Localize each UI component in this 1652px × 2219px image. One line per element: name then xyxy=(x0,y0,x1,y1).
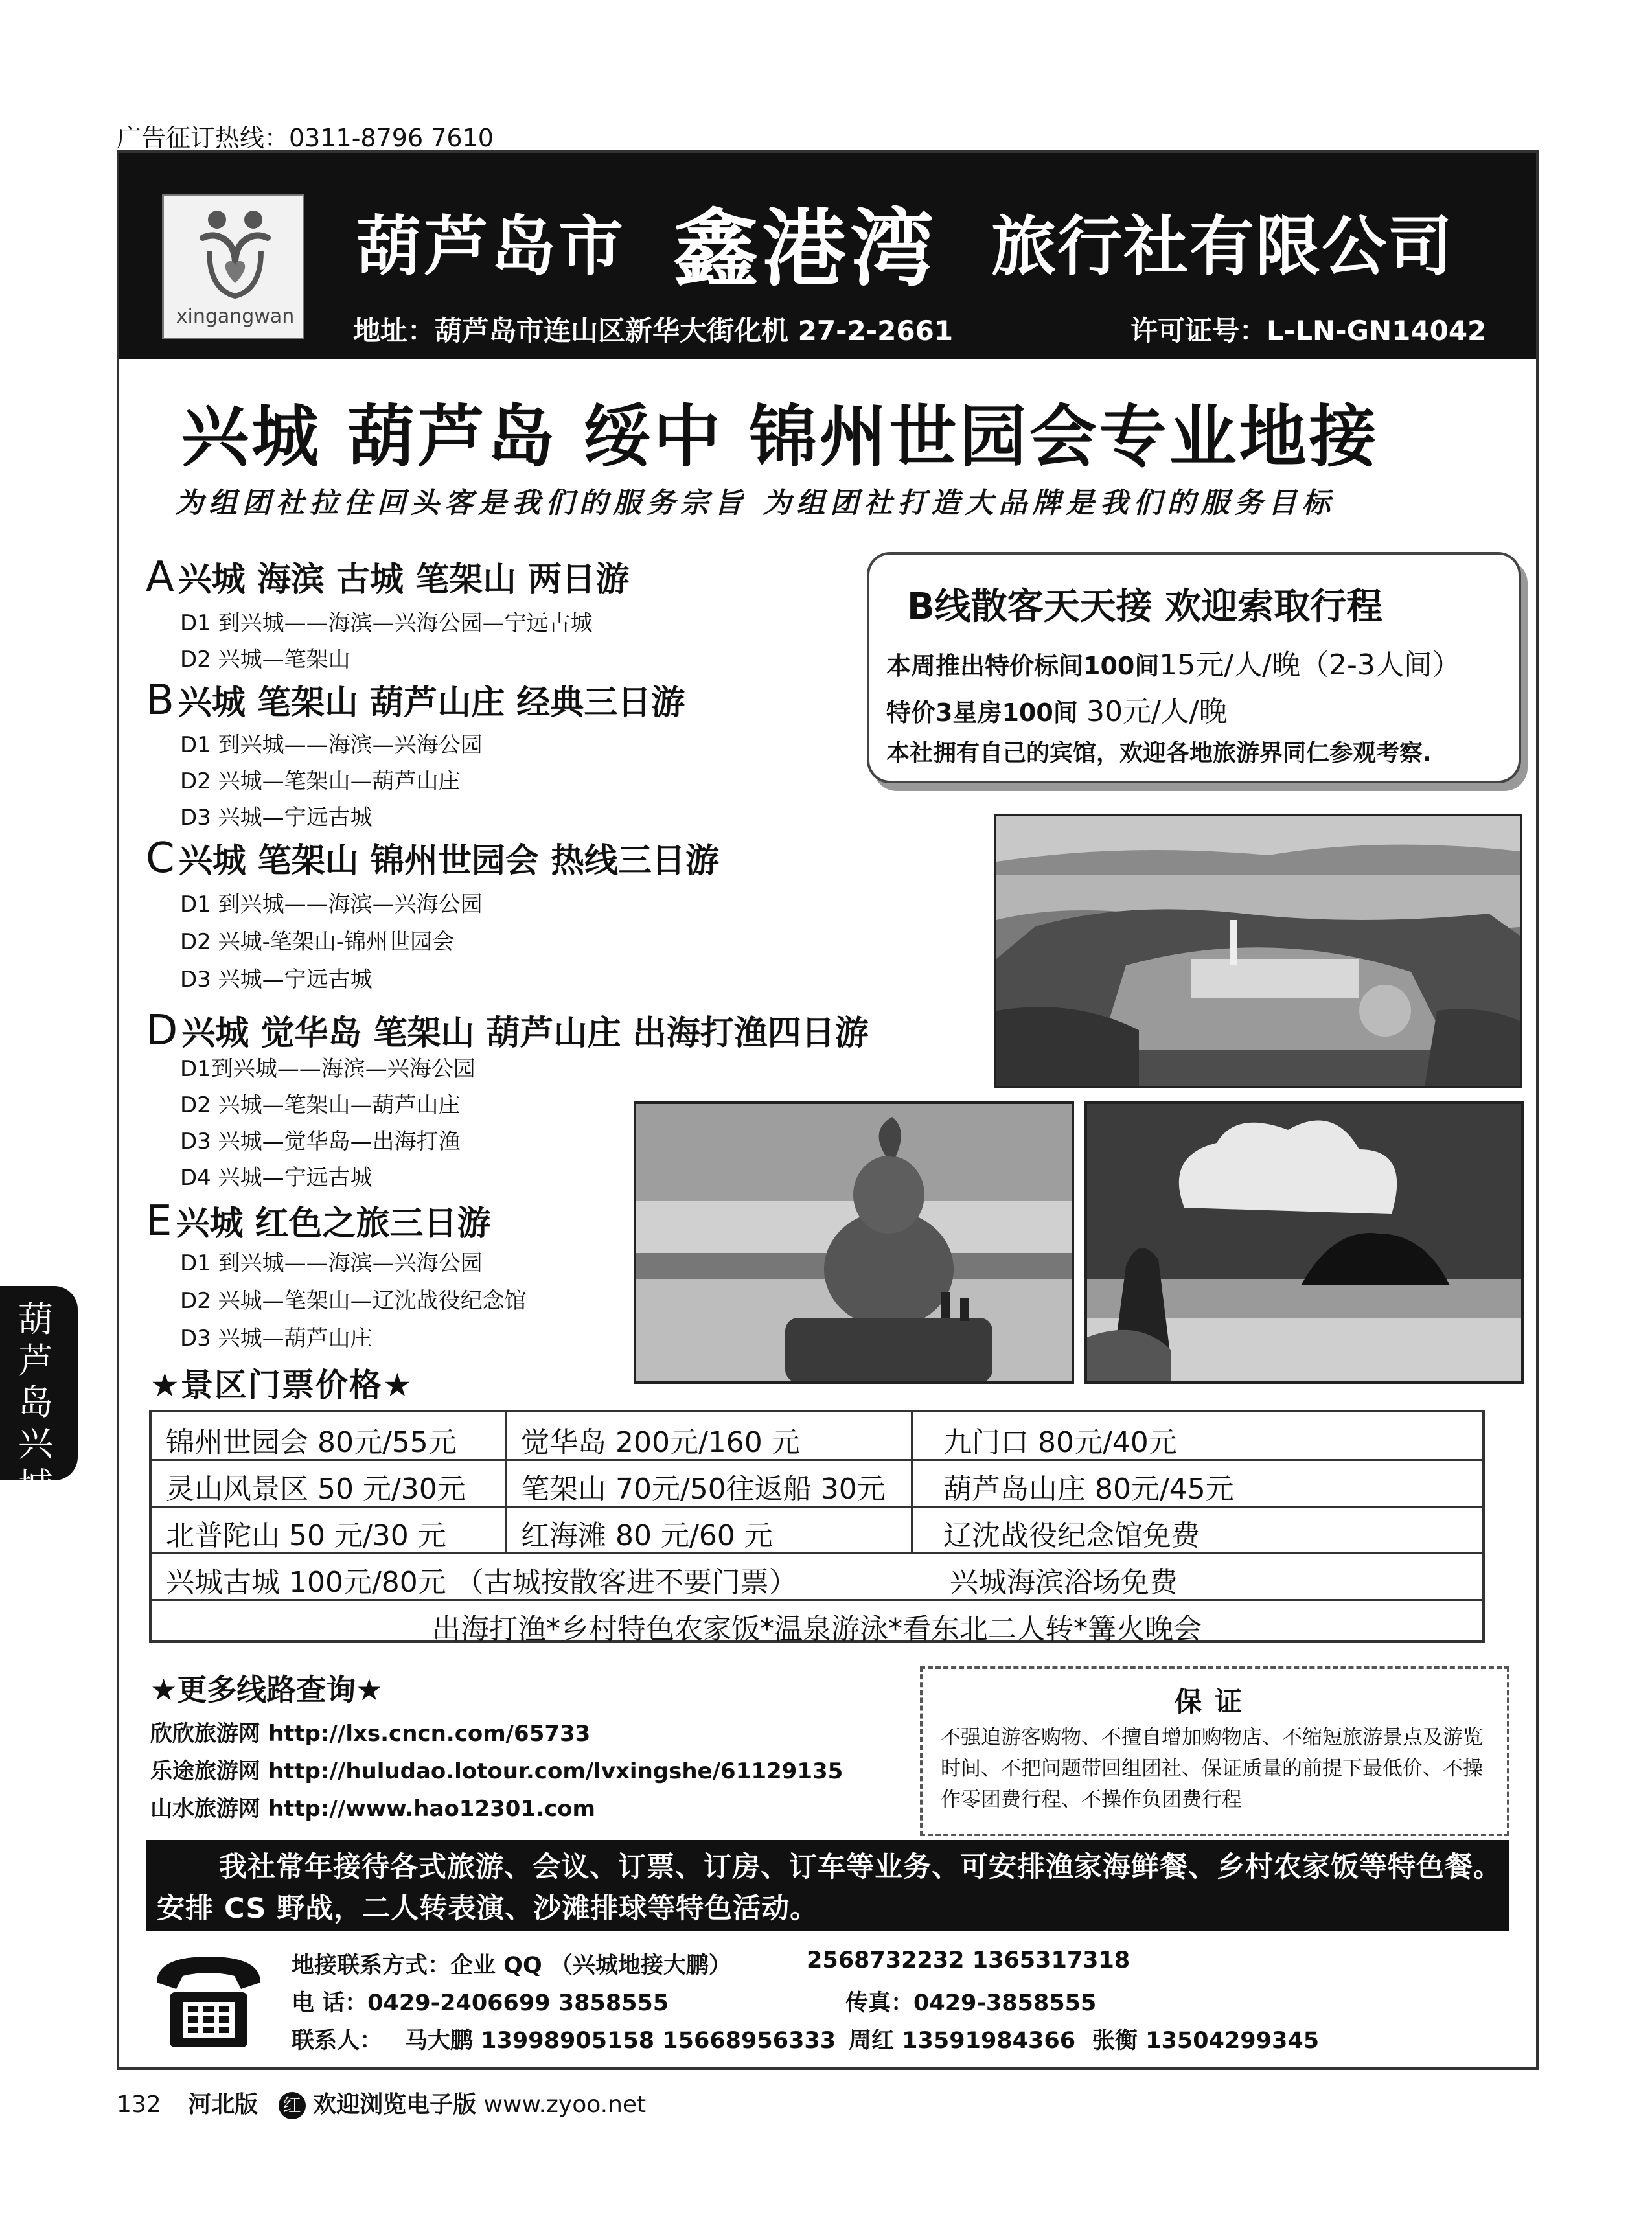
logo-text: xingangwan xyxy=(176,305,295,328)
route-c-day2: D2 兴城-笔架山-锦州世园会 xyxy=(180,929,455,955)
page-footer xyxy=(117,2086,646,2119)
ticket-price-table xyxy=(149,1410,1485,1646)
route-c-day1: D1 到兴城——海滨—兴海公园 xyxy=(180,891,483,917)
aerial-resort-photo xyxy=(994,814,1522,1088)
ticket-cell: 九门口 80元/40元 xyxy=(943,1426,1177,1459)
company-city: 葫芦岛市 xyxy=(356,208,626,284)
company-license: 许可证号：L-LN-GN14042 xyxy=(1130,315,1487,347)
footer-text: 欢迎浏览电子版 xyxy=(313,2091,477,2118)
contact-person-1: 马大鹏 13998905158 15668956333 xyxy=(405,2028,836,2054)
contact-person-3: 张衡 13504299345 xyxy=(1092,2028,1320,2054)
table-divider xyxy=(505,1412,507,1552)
ticket-cell: 觉华岛 200元/160 元 xyxy=(521,1426,800,1459)
guarantee-box xyxy=(920,1666,1509,1836)
route-e-day2: D2 兴城—笔架山—辽沈战役纪念馆 xyxy=(180,1288,527,1314)
company-name: 鑫港湾 xyxy=(674,199,939,298)
footer-url[interactable]: www.zyoo.net xyxy=(483,2091,647,2118)
guarantee-title: 保证 xyxy=(1174,1686,1255,1718)
contact-persons-label: 联系人： xyxy=(292,2028,383,2054)
route-d-day3: D3 兴城—觉华岛—出海打渔 xyxy=(180,1129,461,1155)
route-c-title: C 兴城 笔架山 锦州世园会 热线三日游 xyxy=(146,834,719,882)
ticket-cell: 灵山风景区 50 元/30元 xyxy=(166,1473,466,1506)
site-link-lotour[interactable]: 乐途旅游网 http://huludao.lotour.com/lvxingshe/61129135 xyxy=(150,1758,843,1784)
ticket-cell: 辽沈战役纪念馆免费 xyxy=(943,1519,1200,1552)
callout-hotel-line: 本社拥有自己的宾馆，欢迎各地旅游界同仁参观考察. xyxy=(886,740,1432,766)
telephone-icon xyxy=(150,1944,267,2054)
island-statue-photo xyxy=(1084,1101,1524,1384)
tickets-heading: ★景区门票价格★ xyxy=(150,1366,413,1404)
ticket-cell: 葫芦岛山庄 80元/45元 xyxy=(943,1473,1234,1506)
route-d-day4: D4 兴城—宁远古城 xyxy=(180,1165,373,1191)
ad-hotline: 广告征订热线：0311-8796 7610 xyxy=(117,124,494,152)
gourd-sculpture-photo xyxy=(634,1101,1074,1384)
route-d-title: D 兴城 觉华岛 笔架山 葫芦山庄 出海打渔四日游 xyxy=(146,1007,869,1055)
route-c-day3: D3 兴城—宁远古城 xyxy=(180,967,373,993)
ticket-cell: 兴城海滨浴场免费 xyxy=(950,1566,1178,1599)
company-logo xyxy=(162,194,304,339)
service-motto: 为组团社拉住回头客是我们的服务宗旨 为组团社打造大品牌是我们的服务目标 xyxy=(175,487,1336,520)
route-e-day3: D3 兴城—葫芦山庄 xyxy=(180,1326,373,1351)
ticket-cell: 兴城古城 100元/80元 （古城按散客进不要门票） xyxy=(166,1566,797,1599)
phone-numbers: 电 话：0429-2406699 3858555 xyxy=(292,1990,669,2016)
gourd-sculpture-image xyxy=(636,1104,1074,1384)
company-address: 地址：葫芦岛市连山区新华大街化机 27-2-2661 xyxy=(353,315,954,347)
aerial-resort-image xyxy=(996,816,1522,1088)
company-type: 旅行社有限公司 xyxy=(991,208,1454,284)
brand-mark-icon: 红 xyxy=(279,2092,306,2119)
route-e-day1: D1 到兴城——海滨—兴海公园 xyxy=(180,1250,483,1276)
callout-special-room-line: 本周推出特价标间100间15元/人/晚（2-3人间） xyxy=(886,649,1461,682)
fax-number: 传真：0429-3858555 xyxy=(845,1990,1097,2016)
section-side-tab xyxy=(0,1286,78,1506)
contact-person-2: 周红 13591984366 xyxy=(849,2028,1076,2054)
b-line-callout xyxy=(867,552,1521,783)
route-a-title: A 兴城 海滨 古城 笔架山 两日游 xyxy=(146,553,630,601)
edition-label: 河北版 xyxy=(188,2091,258,2118)
site-link-hao12301[interactable]: 山水旅游网 http://www.hao12301.com xyxy=(150,1796,595,1822)
qq-numbers: 2568732232 1365317318 xyxy=(807,1948,1130,1973)
route-d-day2: D2 兴城—笔架山—葫芦山庄 xyxy=(180,1092,461,1118)
table-divider xyxy=(911,1412,913,1552)
service-text: 我社常年接待各式旅游、会议、订票、订房、订车等业务、可安排渔家海鲜餐、乡村农家饭等特色餐。安排 CS 野战，二人转表演、沙滩排球等特色活动。 xyxy=(157,1851,1502,1925)
section-side-label: 葫芦岛兴城 xyxy=(18,1299,53,1506)
family-logo-icon xyxy=(190,205,281,303)
route-b-day1: D1 到兴城——海滨—兴海公园 xyxy=(180,732,483,758)
guarantee-text: 不强迫游客购物、不擅自增加购物店、不缩短旅游景点及游览时间、不把问题带回组团社、保证质量的前提下最低价、不操作零团费行程、不操作负团费行程 xyxy=(941,1726,1483,1811)
route-d-day1: D1到兴城——海滨—兴海公园 xyxy=(180,1056,476,1082)
service-banner xyxy=(146,1840,1509,1931)
main-headline: 兴城 葫芦岛 绥中 锦州世园会专业地接 xyxy=(181,397,1379,476)
ticket-cell: 锦州世园会 80元/55元 xyxy=(166,1426,457,1459)
route-e-title: E 兴城 红色之旅三日游 xyxy=(146,1197,491,1245)
ticket-extras: 出海打渔*乡村特色农家饭*温泉游泳*看东北二人转*篝火晚会 xyxy=(432,1613,1202,1646)
page-number: 132 xyxy=(117,2091,161,2118)
route-a-day2: D2 兴城—笔架山 xyxy=(180,647,350,673)
callout-3star-line: 特价3星房100间 30元/人/晚 xyxy=(886,695,1228,728)
route-a-day1: D1 到兴城——海滨—兴海公园—宁远古城 xyxy=(180,610,593,636)
qq-label: 地接联系方式：企业 QQ （兴城地接大鹏） xyxy=(292,1953,731,1979)
ticket-cell: 北普陀山 50 元/30 元 xyxy=(166,1519,446,1552)
ticket-cell: 红海滩 80 元/60 元 xyxy=(521,1519,773,1552)
route-b-day3: D3 兴城—宁远古城 xyxy=(180,805,373,831)
route-b-title: B 兴城 笔架山 葫芦山庄 经典三日游 xyxy=(146,676,685,724)
island-statue-image xyxy=(1087,1104,1524,1384)
route-b-day2: D2 兴城—笔架山—葫芦山庄 xyxy=(180,768,461,794)
more-routes-heading: ★更多线路查询★ xyxy=(150,1672,383,1707)
ticket-cell: 笔架山 70元/50往返船 30元 xyxy=(521,1473,886,1506)
callout-title: B线散客天天接 欢迎索取行程 xyxy=(907,586,1383,628)
site-link-cncn[interactable]: 欣欣旅游网 http://lxs.cncn.com/65733 xyxy=(150,1721,591,1747)
